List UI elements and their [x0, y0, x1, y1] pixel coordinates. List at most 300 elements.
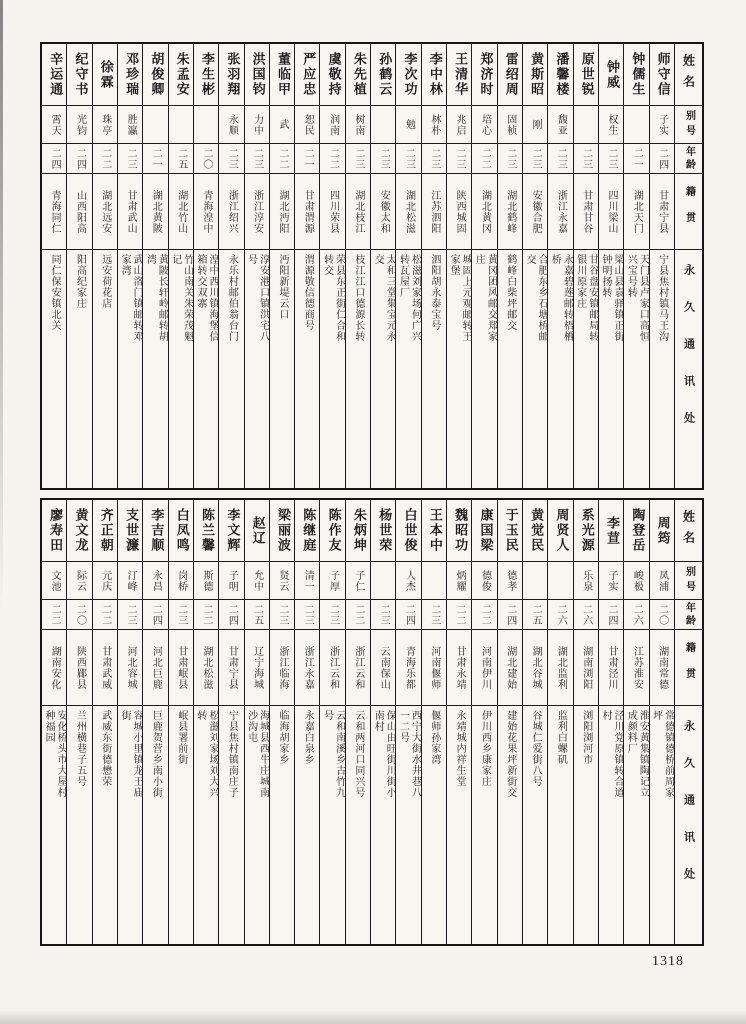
entry-name: 钟威 — [599, 44, 623, 106]
entry-address: 建始花果坪新街交 — [504, 710, 516, 798]
entry-address: 武山洛门镇邮转邓家湾 — [119, 254, 143, 342]
directory-entry-column — [294, 500, 319, 944]
entry-name: 邓珍瑞 — [118, 44, 142, 106]
directory-table-bottom — [40, 498, 704, 946]
header-name-label: 姓名 — [681, 509, 696, 552]
entry-age: 二二 — [270, 144, 294, 174]
header-cell-address — [675, 706, 702, 944]
entry-address: 宁县焦村镇南庄子 — [226, 710, 238, 798]
entry-origin: 山西阳高 — [67, 174, 91, 250]
entry-name: 虞敬持 — [320, 44, 344, 106]
entry-origin: 湖南常德 — [650, 630, 674, 706]
entry-name: 白凤鸣 — [169, 500, 193, 562]
entry-alias — [574, 106, 598, 144]
entry-origin: 陕西郿县 — [67, 630, 91, 706]
entry-name: 纪守书 — [67, 44, 91, 106]
entry-origin: 甘肃宁县 — [219, 630, 243, 706]
entry-origin: 湖南安化 — [42, 630, 66, 706]
directory-entry-column — [623, 500, 648, 944]
header-column — [674, 500, 702, 944]
entry-origin: 四川荣县 — [320, 174, 344, 250]
entry-alias — [169, 106, 193, 144]
entry-address: 枝江江口德源长转 — [352, 254, 364, 342]
entry-alias: 子厚 — [320, 562, 344, 600]
directory-entry-column — [446, 500, 471, 944]
entry-age: 二六 — [548, 600, 572, 630]
directory-entry-column — [421, 44, 446, 488]
entry-address: 永乐村邮伯翁台门 — [226, 254, 238, 342]
directory-entry-column — [345, 44, 370, 488]
entry-origin: 湖北沔阳 — [270, 174, 294, 250]
entry-alias: 岗桥 — [169, 562, 193, 600]
entry-address: 淮安黄集镇陶记立成颜料厂 — [625, 710, 649, 798]
directory-entry-column — [92, 44, 117, 488]
entry-alias: 清一 — [295, 562, 319, 600]
entry-name: 陈作友 — [320, 500, 344, 562]
entry-age: 二三 — [320, 600, 344, 630]
entry-age: 二三 — [118, 144, 142, 174]
entry-alias: 林朴 — [422, 106, 446, 144]
entry-name: 潘馨楼 — [548, 44, 572, 106]
entry-address: 沔阳新堤云口 — [276, 254, 288, 320]
entry-age: 二五 — [245, 600, 269, 630]
header-origin-label: 籍贯 — [683, 185, 695, 238]
entry-name: 周贤人 — [548, 500, 572, 562]
entry-address: 常德镇德桥前周家坪 — [650, 710, 674, 798]
entry-alias: 子仁 — [346, 562, 370, 600]
entry-origin: 浙江云和 — [320, 630, 344, 706]
header-cell-address — [675, 250, 702, 488]
entry-name: 李次功 — [396, 44, 420, 106]
directory-entry-column — [92, 500, 117, 944]
entry-origin: 湖北黄冈 — [472, 174, 496, 250]
directory-entry-column — [319, 44, 344, 488]
entry-address: 伊川西乡康家庄 — [479, 710, 491, 787]
entry-alias: 树南 — [346, 106, 370, 144]
entry-origin: 湖北竹山 — [169, 174, 193, 250]
directory-entry-column — [168, 500, 193, 944]
header-cell-alias — [675, 106, 702, 144]
entry-age: 二三 — [371, 600, 395, 630]
directory-entry-column — [319, 500, 344, 944]
entry-alias: 光钧 — [67, 106, 91, 144]
entry-address: 甘谷盘安镇邮局转银川原家庄 — [574, 254, 598, 342]
directory-entry-column — [598, 500, 623, 944]
entry-origin: 甘肃宁县 — [650, 174, 674, 250]
header-address-label: 永久通讯处 — [682, 720, 696, 905]
entry-age: 二二 — [320, 144, 344, 174]
entry-address: 安化桥头市大屋村种福园 — [43, 710, 67, 798]
entry-origin: 河北巨鹿 — [143, 630, 167, 706]
entry-origin: 湖北远安 — [93, 174, 117, 250]
entry-address: 荣县东正街仁合和转交 — [321, 254, 345, 342]
entry-age: 二四 — [42, 144, 66, 174]
entry-alias — [194, 106, 218, 144]
entry-address: 容城小里镇龙王庙街 — [119, 710, 143, 798]
entry-name: 钟儒生 — [624, 44, 648, 106]
entry-origin: 江苏泗阳 — [422, 174, 446, 250]
entry-alias: 德孝 — [498, 562, 522, 600]
entry-age: 二二 — [472, 600, 496, 630]
entry-name: 胡俊卿 — [143, 44, 167, 106]
entry-age: 二五 — [523, 600, 547, 630]
entry-origin: 甘肃泾川 — [599, 630, 623, 706]
entry-alias — [143, 106, 167, 144]
directory-entry-column — [471, 44, 496, 488]
entry-name: 梁丽波 — [270, 500, 294, 562]
header-cell-origin — [675, 174, 702, 250]
entry-address: 永靖城内祥生堂 — [454, 710, 466, 787]
entry-address: 合肥东乡石塘桥邮交 — [524, 254, 548, 342]
entry-name: 李荁 — [599, 500, 623, 562]
entry-alias: 馥亚 — [548, 106, 572, 144]
entry-alias: 文池 — [42, 562, 66, 600]
directory-entry-column — [117, 500, 142, 944]
entry-address: 松滋刘家场刘大兴转 — [195, 710, 219, 798]
entry-age: 二三 — [295, 600, 319, 630]
entry-address: 永嘉白泉乡 — [302, 710, 314, 765]
entry-age: 二六 — [574, 600, 598, 630]
directory-entry-column — [244, 500, 269, 944]
entry-age: 二四 — [498, 600, 522, 630]
entry-name: 李吉顺 — [143, 500, 167, 562]
entry-name: 师守信 — [650, 44, 674, 106]
entry-origin: 浙江临海 — [270, 630, 294, 706]
entry-name: 李文辉 — [219, 500, 243, 562]
header-alias-label: 别号 — [683, 565, 695, 596]
entry-origin: 甘肃岷县 — [169, 630, 193, 706]
header-column — [674, 44, 702, 488]
entry-name: 魏昭功 — [447, 500, 471, 562]
directory-entry-column — [42, 44, 66, 488]
entry-name: 杨世荣 — [371, 500, 395, 562]
entry-address: 永嘉碧莲邮转梧栖桥 — [549, 254, 573, 342]
entry-alias: 允中 — [245, 562, 269, 600]
entry-name: 董临甲 — [270, 44, 294, 106]
entry-name: 雷绍周 — [498, 44, 522, 106]
entry-origin: 浙江永嘉 — [295, 630, 319, 706]
entry-age: 二三 — [599, 144, 623, 174]
entry-alias: 际云 — [67, 562, 91, 600]
header-address-label: 永久通讯处 — [682, 264, 696, 449]
entry-alias — [523, 562, 547, 600]
entry-age: 二三 — [574, 144, 598, 174]
entry-address: 黄冈团风邮交郑家庄 — [473, 254, 497, 342]
entry-alias: 胜瀛 — [118, 106, 142, 144]
entry-age: 二〇 — [194, 144, 218, 174]
entry-age: 二〇 — [650, 600, 674, 630]
entry-origin: 安徽太和 — [371, 174, 395, 250]
entry-alias: 德俊 — [472, 562, 496, 600]
entry-age: 二一 — [624, 144, 648, 174]
directory-entry-column — [193, 44, 218, 488]
entry-alias: 子实 — [650, 106, 674, 144]
entry-address: 监利白螺矶 — [555, 710, 567, 765]
directory-entry-column — [142, 44, 167, 488]
entry-age: 二〇 — [67, 600, 91, 630]
entry-name: 系光源 — [574, 500, 598, 562]
entry-address: 松滋刘家场何广兴转瓦屋厂 — [397, 254, 421, 342]
directory-entry-column — [649, 44, 674, 488]
directory-entry-column — [370, 500, 395, 944]
entry-origin: 河北容城 — [118, 630, 142, 706]
entry-origin: 湖北黄陂 — [143, 174, 167, 250]
entry-name: 黄觉民 — [523, 500, 547, 562]
directory-entry-column — [497, 44, 522, 488]
entry-origin: 江苏淮安 — [624, 630, 648, 706]
directory-entry-column — [218, 500, 243, 944]
entry-address: 竹山南关朱荣茂魁记 — [169, 254, 193, 342]
header-name-label: 姓名 — [681, 53, 696, 96]
entry-origin: 甘肃武威 — [93, 630, 117, 706]
entry-name: 白世俊 — [396, 500, 420, 562]
entry-alias: 子明 — [219, 562, 243, 600]
directory-entry-column — [66, 44, 91, 488]
directory-entry-column — [168, 44, 193, 488]
directory-entry-column — [547, 500, 572, 944]
entry-alias: 乐泉 — [574, 562, 598, 600]
entry-age: 二三 — [219, 144, 243, 174]
entry-name: 辛运通 — [42, 44, 66, 106]
entry-address: 泗阳胡永泰宝号 — [428, 254, 440, 331]
entry-alias: 永昌 — [143, 562, 167, 600]
entry-alias: 恕民 — [295, 106, 319, 144]
entry-origin: 湖北天门 — [624, 174, 648, 250]
entry-alias: 力中 — [245, 106, 269, 144]
directory-entry-column — [66, 500, 91, 944]
directory-entry-column — [471, 500, 496, 944]
entry-age: 二三 — [396, 144, 420, 174]
entry-address: 天门县卢家口高恒兴宝号转 — [625, 254, 649, 342]
entry-alias: 贤云 — [270, 562, 294, 600]
entry-alias — [422, 562, 446, 600]
entry-origin: 湖北松滋 — [396, 174, 420, 250]
entry-age: 二三 — [498, 144, 522, 174]
entry-address: 谷城仁爱街八号 — [530, 710, 542, 787]
entry-address: 太和三堂集宝元永交 — [372, 254, 396, 342]
entry-origin: 青海乐都 — [396, 630, 420, 706]
entry-name: 黄斯昭 — [523, 44, 547, 106]
entry-address: 西宁大街水井巷八一二号 — [397, 710, 421, 798]
directory-entry-column — [421, 500, 446, 944]
entry-origin: 湖北建始 — [498, 630, 522, 706]
directory-entry-column — [573, 500, 598, 944]
entry-name: 廖寿田 — [42, 500, 66, 562]
entry-age: 二三 — [548, 144, 572, 174]
entry-alias: 斯德 — [194, 562, 218, 600]
directory-entry-column — [370, 44, 395, 488]
entry-alias — [371, 106, 395, 144]
directory-entry-column — [117, 44, 142, 488]
entry-address: 保山由旺街川街小南村 — [372, 710, 396, 798]
directory-entry-column — [547, 44, 572, 488]
directory-entry-column — [345, 500, 370, 944]
entry-origin: 四川梁山 — [599, 174, 623, 250]
entry-address: 宁县焦村镇马王沟 — [656, 254, 668, 342]
directory-entry-column — [446, 44, 471, 488]
entry-origin: 陕西城固 — [447, 174, 471, 250]
entry-age: 二三 — [245, 144, 269, 174]
entry-name: 张羽翔 — [219, 44, 243, 106]
header-age-label: 年龄 — [683, 145, 695, 172]
entry-origin: 浙江绍兴 — [219, 174, 243, 250]
entry-alias — [548, 562, 572, 600]
directory-entry-column — [395, 44, 420, 488]
entry-age: 二三 — [422, 144, 446, 174]
entry-age: 二二 — [472, 144, 496, 174]
entry-age: 二一 — [295, 144, 319, 174]
entry-name: 康国梁 — [472, 500, 496, 562]
directory-entry-column — [244, 44, 269, 488]
entry-name: 朱先植 — [346, 44, 370, 106]
entry-alias: 固桢 — [498, 106, 522, 144]
entry-origin: 甘肃永靖 — [447, 630, 471, 706]
entry-age: 二四 — [396, 600, 420, 630]
entry-columns-bottom — [42, 500, 674, 944]
entry-address: 岷县署前街 — [175, 710, 187, 765]
entry-age: 二四 — [599, 600, 623, 630]
directory-entry-column — [395, 500, 420, 944]
header-cell-origin — [675, 630, 702, 706]
header-alias-label: 别号 — [683, 109, 695, 140]
entry-age: 二四 — [650, 144, 674, 174]
entry-address: 临海胡家乡 — [276, 710, 288, 765]
entry-name: 徐霖 — [93, 44, 117, 106]
entry-origin: 辽宁海城 — [245, 630, 269, 706]
entry-address: 偃师孙家湾 — [428, 710, 440, 765]
entry-origin: 湖南浏阳 — [574, 630, 598, 706]
entry-alias: 元庆 — [93, 562, 117, 600]
entry-name: 齐正朝 — [93, 500, 117, 562]
directory-entry-column — [269, 44, 294, 488]
entry-address: 鹤峰白柴坪邮交 — [504, 254, 516, 331]
entry-alias: 炳耀 — [447, 562, 471, 600]
entry-alias: 兆启 — [447, 106, 471, 144]
entry-address: 兰州横巷子五号 — [74, 710, 86, 787]
entry-alias: 子实 — [599, 562, 623, 600]
entry-name: 陈继庭 — [295, 500, 319, 562]
entry-alias — [624, 106, 648, 144]
header-origin-label: 籍贯 — [683, 641, 695, 694]
entry-name: 赵辽 — [245, 500, 269, 562]
directory-entry-column — [522, 44, 547, 488]
entry-age: 二三 — [346, 144, 370, 174]
entry-columns-top — [42, 44, 674, 488]
entry-alias: 珠亭 — [93, 106, 117, 144]
directory-entry-column — [522, 500, 547, 944]
header-age-label: 年龄 — [683, 601, 695, 628]
entry-age: 二二 — [42, 600, 66, 630]
entry-address: 泾川党原镇转合道村 — [600, 710, 624, 798]
entry-alias: 权生 — [599, 106, 623, 144]
entry-alias: 武 — [270, 106, 294, 144]
directory-entry-column — [573, 44, 598, 488]
entry-name: 严应忠 — [295, 44, 319, 106]
entry-origin: 青海湟中 — [194, 174, 218, 250]
entry-origin: 甘肃渭源 — [295, 174, 319, 250]
directory-entry-column — [598, 44, 623, 488]
entry-address: 阳高纪家庄 — [74, 254, 86, 309]
directory-entry-column — [649, 500, 674, 944]
entry-origin: 浙江云和 — [346, 630, 370, 706]
entry-age: 二六 — [624, 600, 648, 630]
entry-name: 李生彬 — [194, 44, 218, 106]
entry-age: 二二 — [93, 144, 117, 174]
entry-alias: 勉 — [396, 106, 420, 144]
header-cell-name — [675, 500, 702, 562]
entry-origin: 甘肃甘谷 — [574, 174, 598, 250]
directory-table-top — [40, 42, 704, 490]
entry-age: 二一 — [143, 144, 167, 174]
entry-name: 王本中 — [422, 500, 446, 562]
entry-age: 二二 — [346, 600, 370, 630]
entry-age: 二四 — [67, 144, 91, 174]
entry-address: 渭源敬信德商号 — [302, 254, 314, 331]
entry-name: 原世锐 — [574, 44, 598, 106]
directory-entry-column — [294, 44, 319, 488]
entry-age: 二三 — [169, 600, 193, 630]
entry-age: 二三 — [118, 600, 142, 630]
entry-address: 远安荷花店 — [99, 254, 111, 309]
entry-age: 二四 — [219, 600, 243, 630]
entry-age: 二二 — [447, 600, 471, 630]
entry-alias: 凤浦 — [650, 562, 674, 600]
entry-address: 城固上元观邮转王家堡 — [448, 254, 472, 342]
entry-age: 二四 — [143, 600, 167, 630]
directory-entry-column — [218, 44, 243, 488]
entry-alias: 永顺 — [219, 106, 243, 144]
entry-origin: 浙江淳安 — [245, 174, 269, 250]
entry-age: 二二 — [194, 600, 218, 630]
entry-origin: 河南伊川 — [472, 630, 496, 706]
entry-alias: 峻极 — [624, 562, 648, 600]
entry-name: 朱炳坤 — [346, 500, 370, 562]
entry-name: 于玉民 — [498, 500, 522, 562]
entry-name: 陶登岳 — [624, 500, 648, 562]
entry-name: 洪国钧 — [245, 44, 269, 106]
entry-name: 郑济时 — [472, 44, 496, 106]
header-cell-alias — [675, 562, 702, 600]
header-cell-name — [675, 44, 702, 106]
entry-address: 淳安港口镇洪宅八号 — [245, 254, 269, 342]
entry-alias: 人杰 — [396, 562, 420, 600]
directory-entry-column — [193, 500, 218, 944]
entry-age: 二三 — [270, 600, 294, 630]
page-number: 1318 — [652, 954, 684, 969]
entry-age: 二三 — [523, 144, 547, 174]
entry-address: 云和南溪乡古竹九号 — [321, 710, 345, 798]
entry-origin: 甘肃武山 — [118, 174, 142, 250]
header-cell-age — [675, 144, 702, 174]
directory-entry-column — [142, 500, 167, 944]
entry-name: 周筠 — [650, 500, 674, 562]
entry-origin: 安徽合肥 — [523, 174, 547, 250]
entry-alias: 刚 — [523, 106, 547, 144]
entry-name: 李中林 — [422, 44, 446, 106]
entry-address: 云和两河口同兴号 — [352, 710, 364, 798]
entry-origin: 云南保山 — [371, 630, 395, 706]
entry-name: 孙鹤云 — [371, 44, 395, 106]
entry-address: 武威东街德懋荣 — [99, 710, 111, 787]
entry-name: 陈兰馨 — [194, 500, 218, 562]
directory-entry-column — [497, 500, 522, 944]
entry-name: 黄文龙 — [67, 500, 91, 562]
header-cell-age — [675, 600, 702, 630]
entry-address: 黄陂长轩岭邮转胡湾 — [144, 254, 168, 342]
entry-address: 梁山县袁驿镇正街钟明扬转 — [600, 254, 624, 342]
entry-address: 浏阳浏河市 — [580, 710, 592, 765]
entry-origin: 湖北松滋 — [194, 630, 218, 706]
